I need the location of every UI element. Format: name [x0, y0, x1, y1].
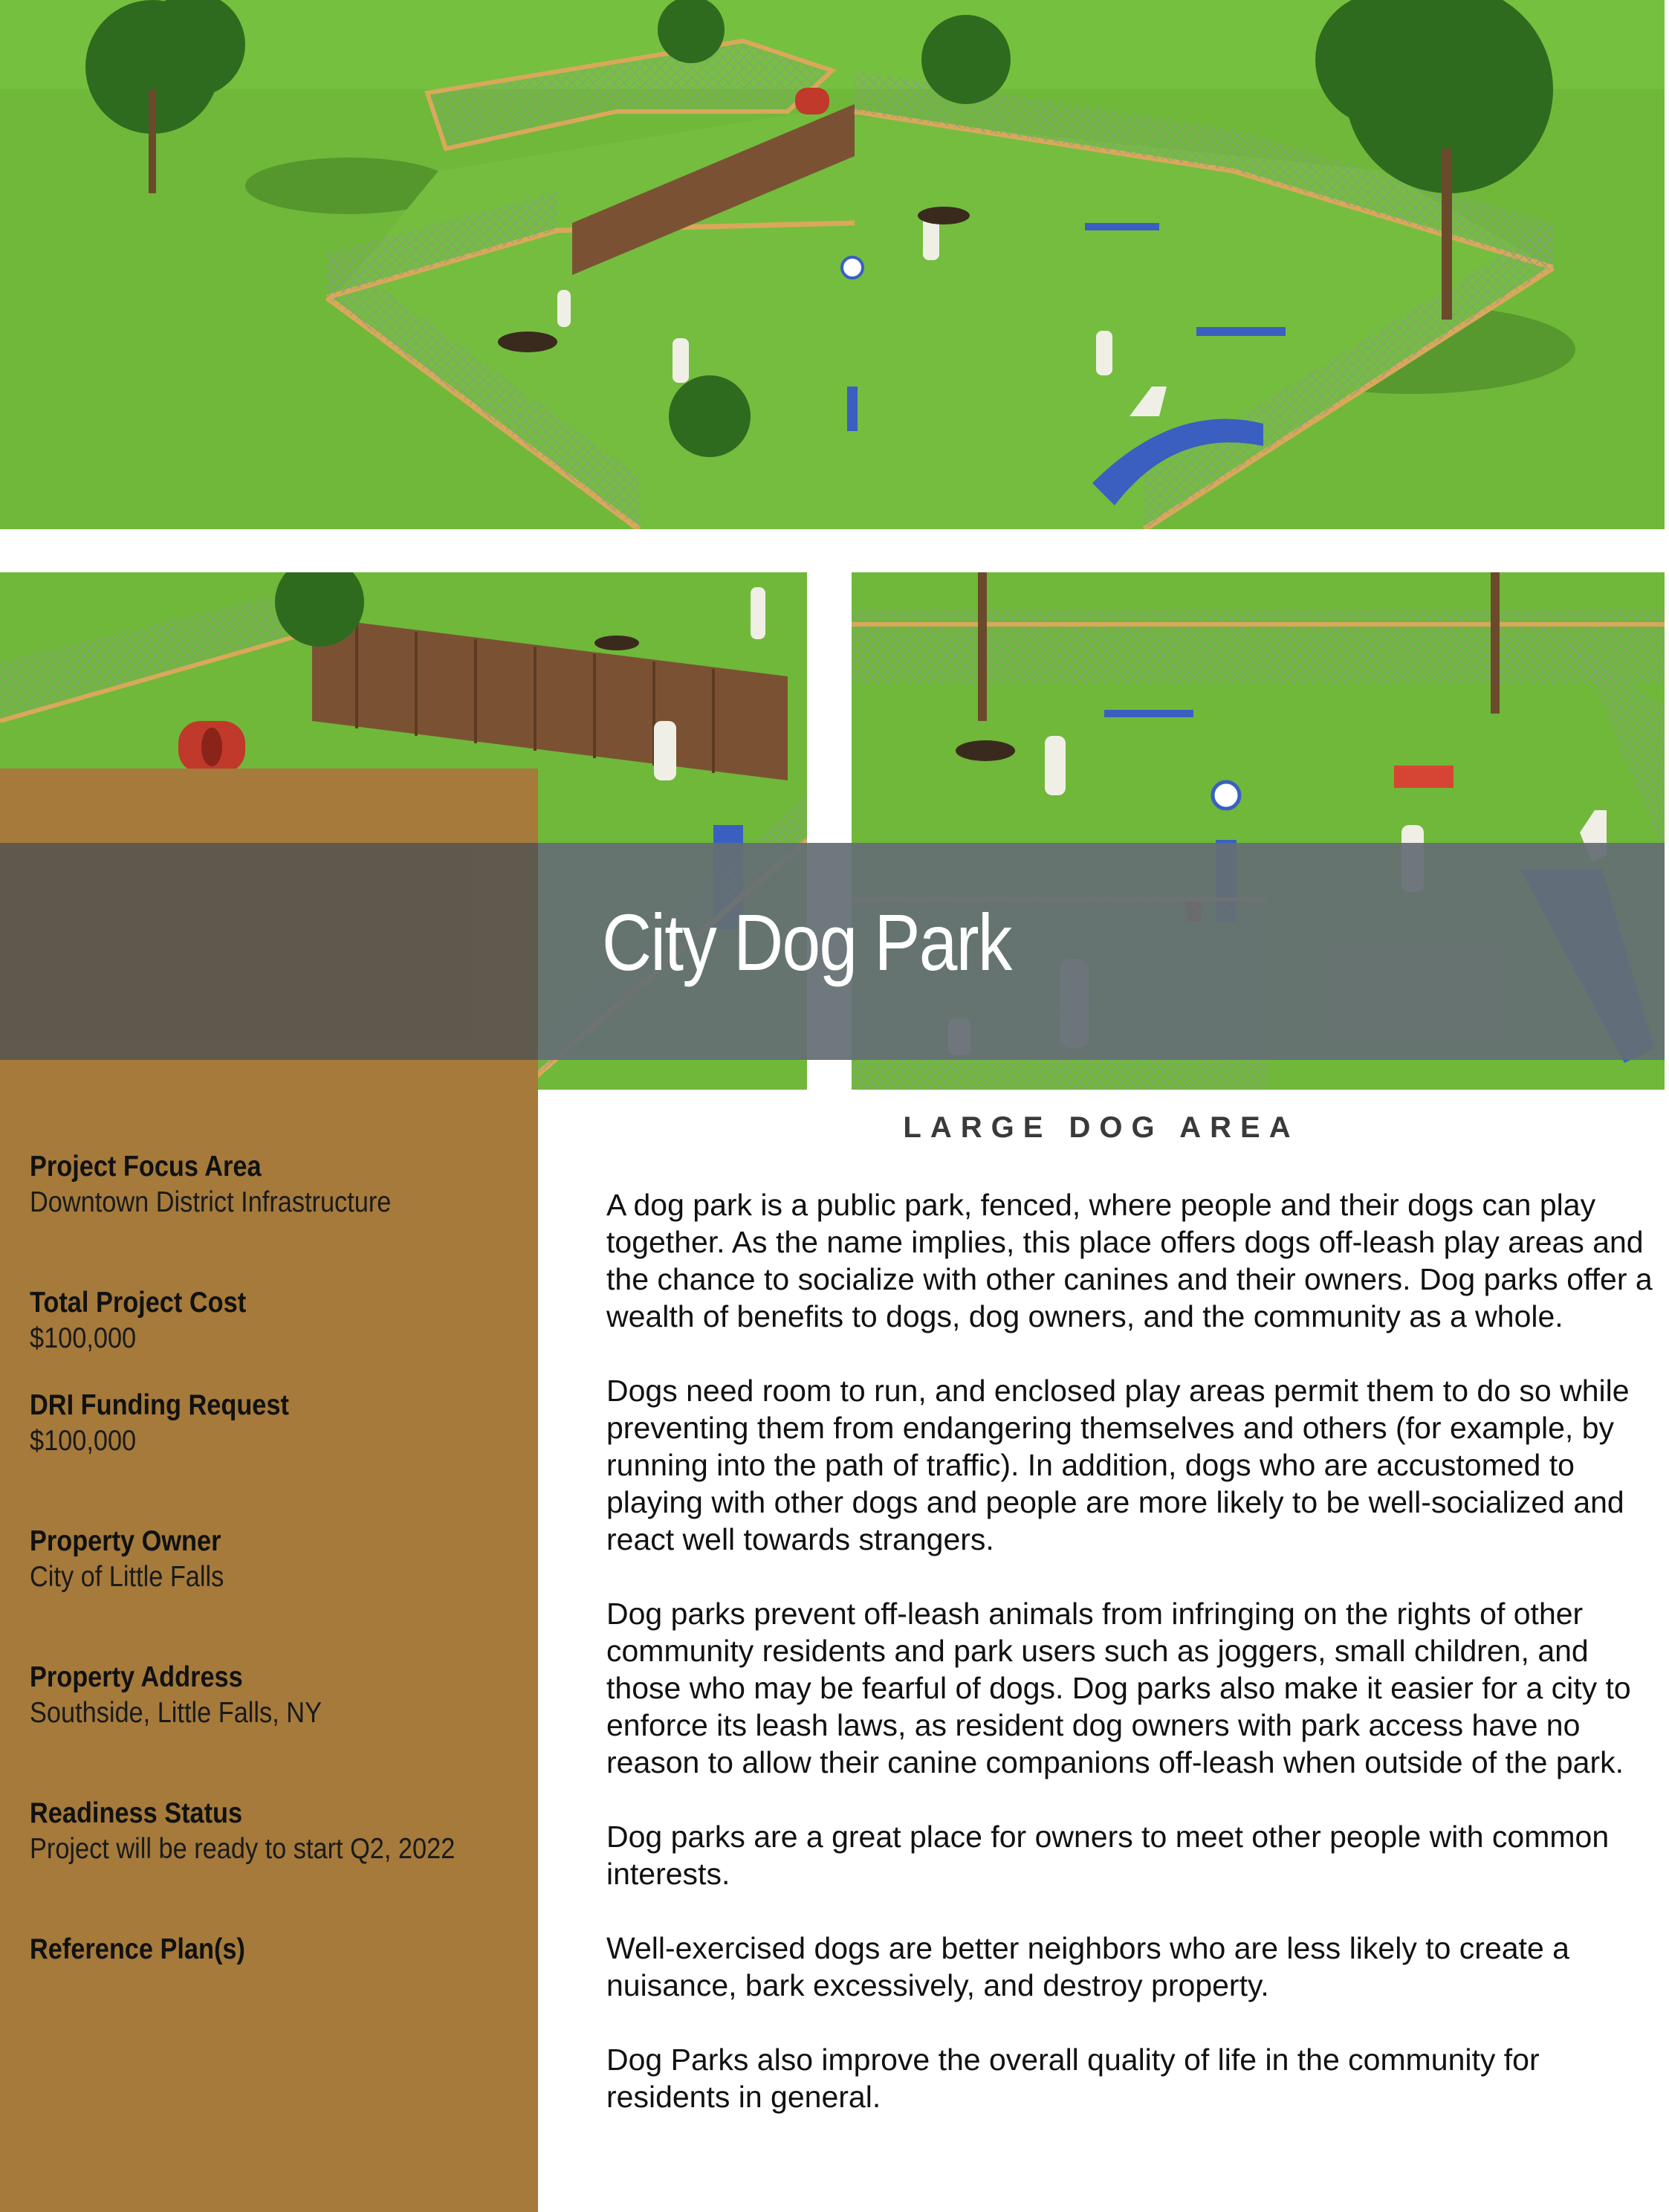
- fact-label: Property Owner: [30, 1525, 221, 1557]
- fact-total-project-cost: [30, 1287, 276, 1355]
- fact-value: Southside, Little Falls, NY: [30, 1697, 322, 1729]
- dog-park-aerial-rendering: [0, 0, 1665, 529]
- fact-value: $100,000: [30, 1425, 137, 1457]
- fact-label: Project Focus Area: [30, 1151, 262, 1183]
- fact-property-address: [30, 1661, 362, 1730]
- section-heading: LARGE DOG AREA: [903, 1111, 1300, 1144]
- fact-readiness-status: [30, 1797, 513, 1866]
- body-paragraph: Dog parks are a great place for owners to meet other people with common interests.: [606, 1820, 1610, 1891]
- fact-value: Downtown District Infrastructure: [30, 1186, 392, 1218]
- fact-label: Property Address: [30, 1661, 243, 1693]
- fact-label: Total Project Cost: [30, 1287, 247, 1319]
- fact-label: DRI Funding Request: [30, 1389, 289, 1421]
- page-title: City Dog Park: [602, 897, 1011, 987]
- body-paragraph: Well-exercised dogs are better neighbors who are less likely to create a nuisance, bark excessively, and destroy property.: [606, 1931, 1569, 2002]
- fact-value: $100,000: [30, 1322, 137, 1354]
- body-paragraph: Dog Parks also improve the overall quality of life in the community for residents in general.: [606, 2043, 1540, 2114]
- body-paragraph: Dog parks prevent off-leash animals from infringing on the rights of other community residents and park users such as joggers, small children, and those who may be fearful of dogs. Dog parks also make it easier for a city to enforce its leash laws, as resident dog owners with park access have no reason to allow their canine companions off-leash when outside of the park.: [606, 1597, 1631, 1779]
- body-paragraph: A dog park is a public park, fenced, where people and their dogs can play together. As the name implies, this place offers dogs off-leash play areas and the chance to socialize with other canines and their owners. Dog parks offer a wealth of benefits to dogs, dog owners, and the community as a whole.: [606, 1188, 1653, 1333]
- fact-property-owner: [30, 1525, 250, 1594]
- fact-value: City of Little Falls: [30, 1561, 224, 1593]
- fact-value: Project will be ready to start Q2, 2022: [30, 1833, 456, 1865]
- fact-reference-plans: [30, 1933, 274, 1969]
- fact-label: Reference Plan(s): [30, 1933, 245, 1965]
- body-paragraph: Dogs need room to run, and enclosed play areas permit them to do so while preventing them from endangering themselves and others (for example, by running into the path of traffic). In addition, dogs who are accustomed to playing with other dogs and people are more likely to be well-socialized and react well towards strangers.: [606, 1374, 1630, 1556]
- fact-label: Readiness Status: [30, 1797, 243, 1829]
- fact-dri-funding-request: [30, 1389, 324, 1458]
- fact-project-focus-area: [30, 1151, 441, 1219]
- description-body: [606, 1186, 1669, 2153]
